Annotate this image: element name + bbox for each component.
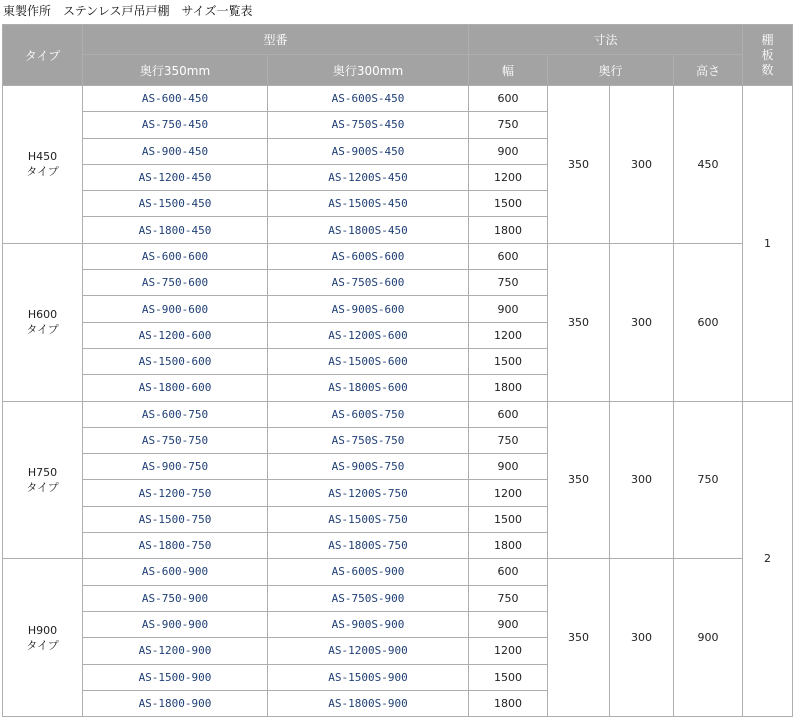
model-300-cell: AS-1800S-600 — [268, 375, 469, 401]
model-300-cell: AS-750S-450 — [268, 112, 469, 138]
model-350-cell: AS-1800-900 — [83, 690, 268, 716]
width-cell: 600 — [469, 243, 548, 269]
model-300-cell: AS-1800S-450 — [268, 217, 469, 243]
model-300-cell: AS-1200S-450 — [268, 164, 469, 190]
model-350-cell: AS-1800-450 — [83, 217, 268, 243]
shelf-count-cell: 2 — [743, 401, 793, 717]
model-350-cell: AS-1500-900 — [83, 664, 268, 690]
width-cell: 750 — [469, 270, 548, 296]
type-cell — [3, 559, 83, 717]
width-cell: 600 — [469, 86, 548, 112]
table-row — [3, 243, 793, 269]
model-350-cell: AS-1500-600 — [83, 348, 268, 374]
width-cell: 1200 — [469, 322, 548, 348]
depth-350-cell: 350 — [548, 559, 610, 717]
depth-300-cell: 300 — [610, 243, 674, 401]
header-dimensions: 寸法 — [469, 25, 743, 55]
model-350-cell: AS-600-900 — [83, 559, 268, 585]
model-300-cell: AS-600S-900 — [268, 559, 469, 585]
height-cell: 600 — [674, 243, 743, 401]
header-depth-350: 奥行350mm — [83, 55, 268, 86]
model-350-cell: AS-750-450 — [83, 112, 268, 138]
width-cell: 600 — [469, 401, 548, 427]
model-350-cell: AS-900-750 — [83, 454, 268, 480]
type-label: H750 — [27, 465, 58, 479]
model-300-cell: AS-900S-750 — [268, 454, 469, 480]
size-table — [2, 24, 793, 717]
width-cell: 1800 — [469, 375, 548, 401]
type-label: H450 — [27, 150, 58, 164]
model-350-cell: AS-900-450 — [83, 138, 268, 164]
header-shelves — [743, 25, 793, 86]
width-cell: 1500 — [469, 664, 548, 690]
model-350-cell: AS-1200-900 — [83, 638, 268, 664]
model-300-cell: AS-1500S-600 — [268, 348, 469, 374]
model-300-cell: AS-1800S-900 — [268, 690, 469, 716]
height-cell: 750 — [674, 401, 743, 559]
width-cell: 900 — [469, 138, 548, 164]
shelf-count-cell: 1 — [743, 86, 793, 402]
depth-350-cell: 350 — [548, 401, 610, 559]
model-350-cell: AS-750-900 — [83, 585, 268, 611]
table-row — [3, 559, 793, 585]
depth-350-cell: 350 — [548, 86, 610, 244]
width-cell: 1800 — [469, 690, 548, 716]
model-300-cell: AS-1200S-750 — [268, 480, 469, 506]
table-body — [3, 86, 793, 717]
model-350-cell: AS-600-600 — [83, 243, 268, 269]
model-300-cell: AS-1200S-900 — [268, 638, 469, 664]
model-300-cell: AS-750S-750 — [268, 427, 469, 453]
type-cell — [3, 401, 83, 559]
width-cell: 900 — [469, 611, 548, 637]
model-350-cell: AS-750-600 — [83, 270, 268, 296]
model-350-cell: AS-900-600 — [83, 296, 268, 322]
header-type: タイプ — [3, 25, 83, 86]
width-cell: 1500 — [469, 348, 548, 374]
model-300-cell: AS-600S-450 — [268, 86, 469, 112]
depth-300-cell: 300 — [610, 559, 674, 717]
type-suffix: タイプ — [26, 638, 59, 652]
width-cell: 1800 — [469, 217, 548, 243]
type-cell — [3, 86, 83, 244]
model-350-cell: AS-1200-450 — [83, 164, 268, 190]
model-350-cell: AS-750-750 — [83, 427, 268, 453]
model-300-cell: AS-600S-600 — [268, 243, 469, 269]
header-width: 幅 — [469, 55, 548, 86]
type-cell — [3, 243, 83, 401]
model-300-cell: AS-1800S-750 — [268, 533, 469, 559]
model-300-cell: AS-1200S-600 — [268, 322, 469, 348]
header-model: 型番 — [83, 25, 469, 55]
table-row — [3, 86, 793, 112]
width-cell: 600 — [469, 559, 548, 585]
model-300-cell: AS-900S-900 — [268, 611, 469, 637]
model-350-cell: AS-1500-750 — [83, 506, 268, 532]
page-title: 東製作所 ステンレス戸吊戸棚 サイズ一覧表 — [3, 4, 253, 18]
model-350-cell: AS-900-900 — [83, 611, 268, 637]
model-300-cell: AS-900S-450 — [268, 138, 469, 164]
model-300-cell: AS-900S-600 — [268, 296, 469, 322]
type-label: H600 — [27, 308, 58, 322]
width-cell: 1800 — [469, 533, 548, 559]
model-300-cell: AS-750S-900 — [268, 585, 469, 611]
header-height: 高さ — [674, 55, 743, 86]
table-row — [3, 401, 793, 427]
depth-300-cell: 300 — [610, 401, 674, 559]
width-cell: 1200 — [469, 480, 548, 506]
model-350-cell: AS-1800-600 — [83, 375, 268, 401]
type-suffix: タイプ — [26, 323, 59, 337]
width-cell: 1500 — [469, 506, 548, 532]
type-suffix: タイプ — [26, 165, 59, 179]
width-cell: 900 — [469, 296, 548, 322]
header-depth: 奥行 — [548, 55, 674, 86]
model-350-cell: AS-1500-450 — [83, 191, 268, 217]
width-cell: 1200 — [469, 638, 548, 664]
header-shelves-char: 数 — [761, 62, 774, 77]
width-cell: 750 — [469, 112, 548, 138]
model-350-cell: AS-600-450 — [83, 86, 268, 112]
type-label: H900 — [27, 623, 58, 637]
model-300-cell: AS-1500S-750 — [268, 506, 469, 532]
depth-300-cell: 300 — [610, 86, 674, 244]
header-depth-300: 奥行300mm — [268, 55, 469, 86]
model-300-cell: AS-600S-750 — [268, 401, 469, 427]
header-shelves-char: 棚 — [761, 32, 774, 47]
width-cell: 750 — [469, 585, 548, 611]
header-shelves-char: 板 — [761, 47, 774, 62]
model-350-cell: AS-1200-600 — [83, 322, 268, 348]
height-cell: 900 — [674, 559, 743, 717]
model-350-cell: AS-600-750 — [83, 401, 268, 427]
width-cell: 900 — [469, 454, 548, 480]
model-350-cell: AS-1800-750 — [83, 533, 268, 559]
model-300-cell: AS-750S-600 — [268, 270, 469, 296]
height-cell: 450 — [674, 86, 743, 244]
model-350-cell: AS-1200-750 — [83, 480, 268, 506]
width-cell: 1200 — [469, 164, 548, 190]
width-cell: 750 — [469, 427, 548, 453]
width-cell: 1500 — [469, 191, 548, 217]
depth-350-cell: 350 — [548, 243, 610, 401]
model-300-cell: AS-1500S-450 — [268, 191, 469, 217]
model-300-cell: AS-1500S-900 — [268, 664, 469, 690]
type-suffix: タイプ — [26, 480, 59, 494]
